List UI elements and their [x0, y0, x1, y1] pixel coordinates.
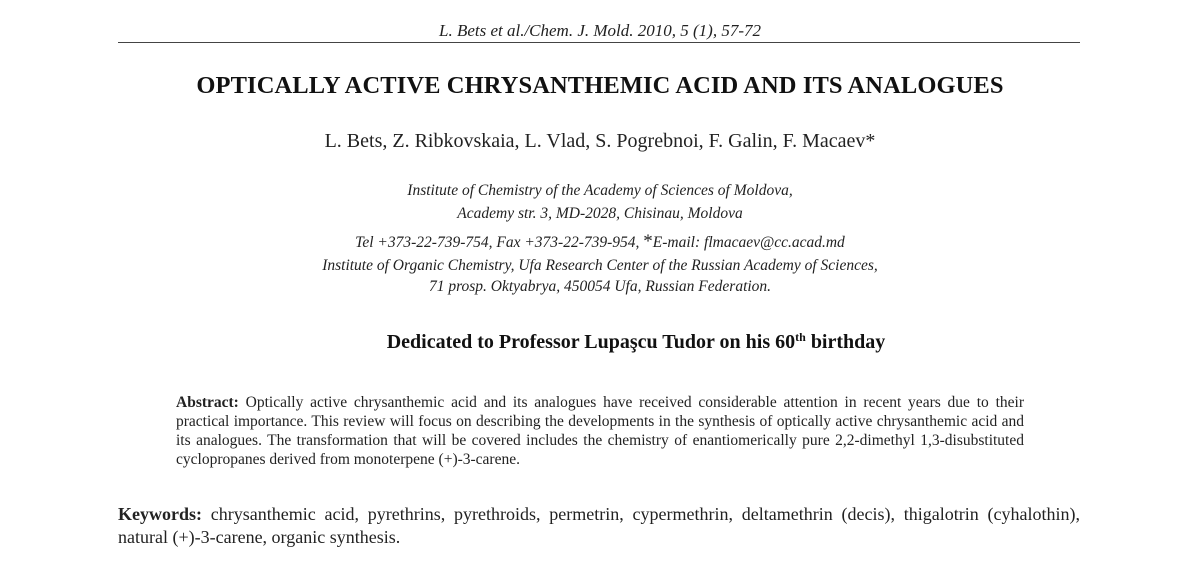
- abstract: [176, 393, 1024, 469]
- keywords: [118, 503, 1080, 548]
- affiliation-contact: [0, 231, 1200, 253]
- affiliation-line-1: Institute of Chemistry of the Academy of Sciences of Moldova,: [407, 182, 793, 199]
- header-divider: [118, 42, 1080, 43]
- dedication-text-end: birthday: [805, 331, 886, 353]
- article-title: OPTICALLY ACTIVE CHRYSANTHEMIC ACID AND ITS ANALOGUES: [196, 72, 1004, 99]
- affiliation-line-4: Institute of Organic Chemistry, Ufa Research Center of the Russian Academy of Sciences,: [322, 257, 878, 274]
- corresponding-author-marker: *: [643, 231, 653, 252]
- abstract-text: Optically active chrysanthemic acid and its analogues have received considerable attention in recent years due to their practical importance. This review will focus on describing the developments in the synthesis of optically active chrysanthemic acid and its analogues. The transformation that will be covered includes the chemistry of enantiomerically pure 2,2-dimethyl 1,3-disubstituted cyclopropanes derived from monoterpene (+)-3-carene.: [176, 394, 1024, 468]
- contact-phone-fax: Tel +373-22-739-754, Fax +373-22-739-954,: [355, 234, 644, 251]
- dedication-superscript: th: [795, 330, 806, 344]
- keywords-text: chrysanthemic acid, pyrethrins, pyrethroids, permetrin, cypermethrin, deltamethrin (decis), thigalotrin (cyhalothin), natural (+)-3-carene, organic synthesis.: [118, 504, 1081, 547]
- dedication: [0, 330, 1200, 354]
- dedication-text: Dedicated to Professor Lupaşcu Tudor on his 60: [386, 331, 796, 353]
- running-header-citation: L. Bets et al./Chem. J. Mold. 2010, 5 (1), 57-72: [438, 21, 761, 40]
- affiliation-line-2: Academy str. 3, MD-2028, Chisinau, Moldova: [457, 205, 743, 222]
- affiliation-line-5: 71 prosp. Oktyabrya, 450054 Ufa, Russian Federation.: [428, 278, 772, 295]
- abstract-label: Abstract:: [176, 394, 239, 411]
- keywords-label: Keywords:: [118, 504, 202, 524]
- contact-email: E-mail: flmacaev@cc.acad.md: [652, 234, 845, 251]
- author-list: L. Bets, Z. Ribkovskaia, L. Vlad, S. Pogrebnoi, F. Galin, F. Macaev*: [324, 130, 876, 152]
